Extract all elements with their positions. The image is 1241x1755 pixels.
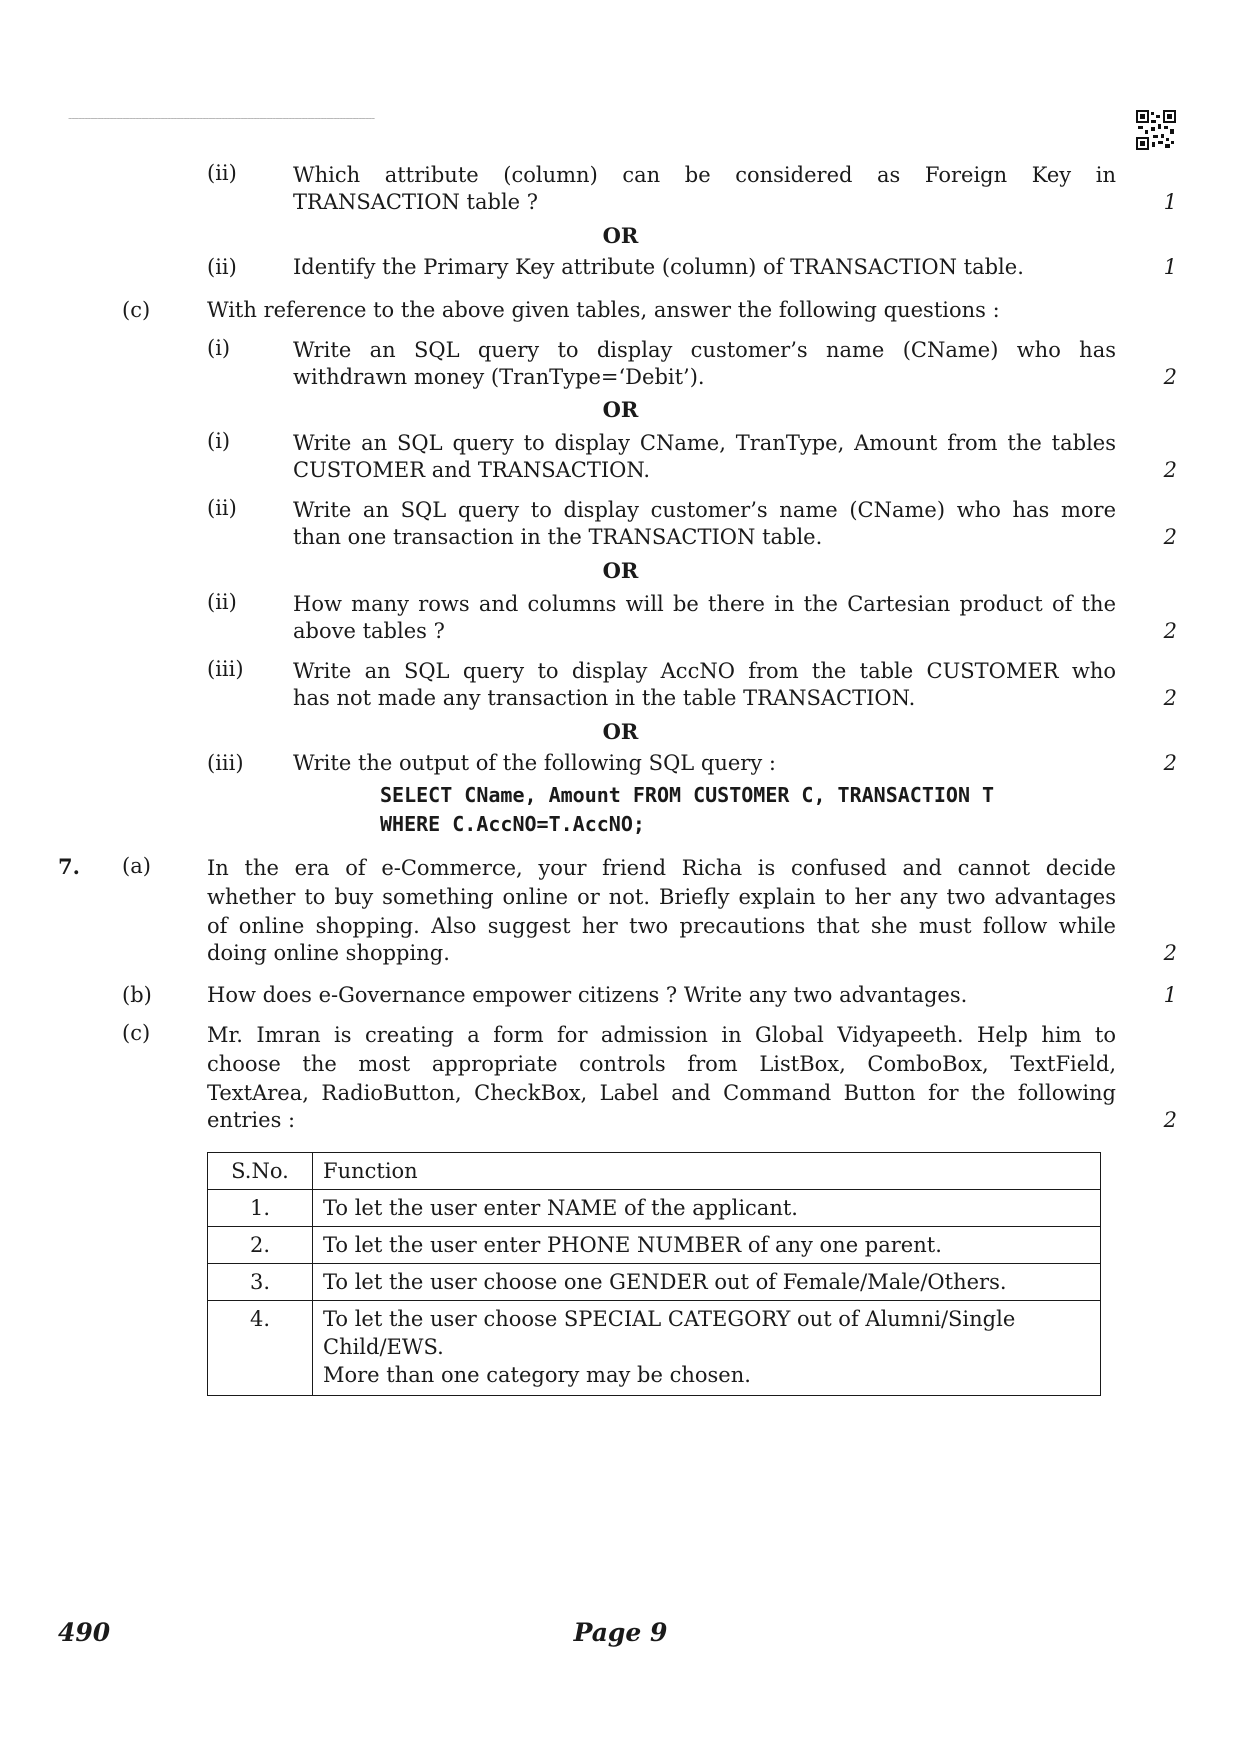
q6-b-ii-alt-number: (ii) xyxy=(207,255,237,279)
q7-a-marks: 2 xyxy=(1163,941,1177,965)
or-divider: OR xyxy=(602,719,639,744)
or-divider: OR xyxy=(602,223,639,248)
q6-b-ii-number: (ii) xyxy=(207,161,237,185)
table-row xyxy=(208,1301,1101,1396)
q6-c-i-line1: Write an SQL query to display customer’s name (CName) who has xyxy=(293,338,1116,362)
table-row xyxy=(208,1227,1101,1264)
q6-c-i-line2: withdrawn money (TranType=‘Debit’). xyxy=(293,365,705,389)
q7-b-text: How does e-Governance empower citizens ? Write any two advantages. xyxy=(207,983,968,1007)
q6-b-ii-alt-text: Identify the Primary Key attribute (column) of TRANSACTION table. xyxy=(293,255,1024,279)
header-sno: S.No. xyxy=(208,1153,313,1190)
q6-c-ii-line2: than one transaction in the TRANSACTION table. xyxy=(293,525,823,549)
row-function xyxy=(313,1301,1101,1396)
q7-c-line4: entries : xyxy=(207,1108,296,1132)
q7-a-line2: whether to buy something online or not. Briefly explain to her any two advantages xyxy=(207,885,1116,909)
row-function: To let the user enter NAME of the applicant. xyxy=(313,1190,1101,1227)
q7-c-line1: Mr. Imran is creating a form for admission in Global Vidyapeeth. Help him to xyxy=(207,1023,1116,1047)
q6-b-ii-alt-marks: 1 xyxy=(1163,255,1177,279)
q7-b-label: (b) xyxy=(122,983,152,1007)
q6-c-i-alt-number: (i) xyxy=(207,429,231,453)
q7-b-marks: 1 xyxy=(1163,983,1177,1007)
q6-c-ii-alt-number: (ii) xyxy=(207,590,237,614)
q6-c-iii-alt-number: (iii) xyxy=(207,751,244,775)
q6-c-iii-marks: 2 xyxy=(1163,686,1177,710)
q6-c-text: With reference to the above given tables, answer the following questions : xyxy=(207,298,1000,322)
q7-a-line1: In the era of e-Commerce, your friend Richa is confused and cannot decide xyxy=(207,856,1116,880)
q6-b-ii-line1: Which attribute (column) can be considered as Foreign Key in xyxy=(293,163,1116,187)
row-sno: 1. xyxy=(208,1190,313,1227)
row-function: To let the user choose one GENDER out of Female/Male/Others. xyxy=(313,1264,1101,1301)
q7-a-line4: doing online shopping. xyxy=(207,941,450,965)
q6-c-i-marks: 2 xyxy=(1163,365,1177,389)
q6-c-iii-alt-text: Write the output of the following SQL query : xyxy=(293,751,776,775)
q6-c-ii-number: (ii) xyxy=(207,496,237,520)
row-sno: 3. xyxy=(208,1264,313,1301)
q7-c-label: (c) xyxy=(122,1021,151,1045)
q6-c-i-number: (i) xyxy=(207,336,231,360)
or-divider: OR xyxy=(602,397,639,422)
q6-c-iii-line2: has not made any transaction in the table TRANSACTION. xyxy=(293,686,916,710)
q7-c-marks: 2 xyxy=(1163,1108,1177,1132)
q6-c-label: (c) xyxy=(122,298,151,322)
row-function: To let the user enter PHONE NUMBER of any one parent. xyxy=(313,1227,1101,1264)
q7-a-line3: of online shopping. Also suggest her two precautions that she must follow while xyxy=(207,914,1116,938)
q6-b-ii-marks: 1 xyxy=(1163,190,1177,214)
q6-c-i-alt-marks: 2 xyxy=(1163,458,1177,482)
row-function-line1: To let the user choose SPECIAL CATEGORY out of Alumni/Single xyxy=(323,1307,1016,1331)
q6-c-ii-alt-line2: above tables ? xyxy=(293,619,445,643)
q6-c-ii-line1: Write an SQL query to display customer’s name (CName) who has more xyxy=(293,498,1116,522)
q6-c-ii-alt-marks: 2 xyxy=(1163,619,1177,643)
paper-code: 490 xyxy=(58,1618,111,1647)
q6-c-iii-alt-marks: 2 xyxy=(1163,751,1177,775)
header-function: Function xyxy=(313,1153,1101,1190)
qr-code-icon xyxy=(1136,110,1176,150)
row-sno: 2. xyxy=(208,1227,313,1264)
table-row xyxy=(208,1264,1101,1301)
table-header-row xyxy=(208,1153,1101,1190)
q7-a-label: (a) xyxy=(122,854,151,878)
row-function-line2: Child/EWS. xyxy=(323,1335,444,1359)
q6-c-iii-number: (iii) xyxy=(207,657,244,681)
row-function-line3: More than one category may be chosen. xyxy=(323,1363,751,1387)
q6-c-iii-line1: Write an SQL query to display AccNO from the table CUSTOMER who xyxy=(293,659,1116,683)
q6-c-i-alt-line1: Write an SQL query to display CName, TranType, Amount from the tables xyxy=(293,431,1116,455)
q6-c-ii-alt-line1: How many rows and columns will be there in the Cartesian product of the xyxy=(293,592,1116,616)
q6-c-ii-marks: 2 xyxy=(1163,525,1177,549)
row-sno: 4. xyxy=(208,1301,313,1396)
q7-c-line3: TextArea, RadioButton, CheckBox, Label and Command Button for the following xyxy=(207,1081,1116,1105)
controls-table xyxy=(207,1152,1101,1396)
sql-code-line1: SELECT CName, Amount FROM CUSTOMER C, TRANSACTION T xyxy=(380,783,995,807)
table-row xyxy=(208,1190,1101,1227)
page-number: Page 9 xyxy=(573,1618,668,1647)
q6-b-ii-line2: TRANSACTION table ? xyxy=(293,190,539,214)
or-divider: OR xyxy=(602,558,639,583)
q6-c-i-alt-line2: CUSTOMER and TRANSACTION. xyxy=(293,458,651,482)
q7-c-line2: choose the most appropriate controls from ListBox, ComboBox, TextField, xyxy=(207,1052,1116,1076)
q7-number: 7. xyxy=(58,854,80,879)
header-scribble: ~~~~~~~~~~~~~~~~~~~~~~~~~~~~~~~~~~~~~~~~~~~~~~~~~~~~~~~~~~~~~~~~~~~~~~~~~~~~~~~~~~~~~~~~~~~~~~~~ xyxy=(68,116,375,122)
sql-code-line2: WHERE C.AccNO=T.AccNO; xyxy=(380,812,645,836)
